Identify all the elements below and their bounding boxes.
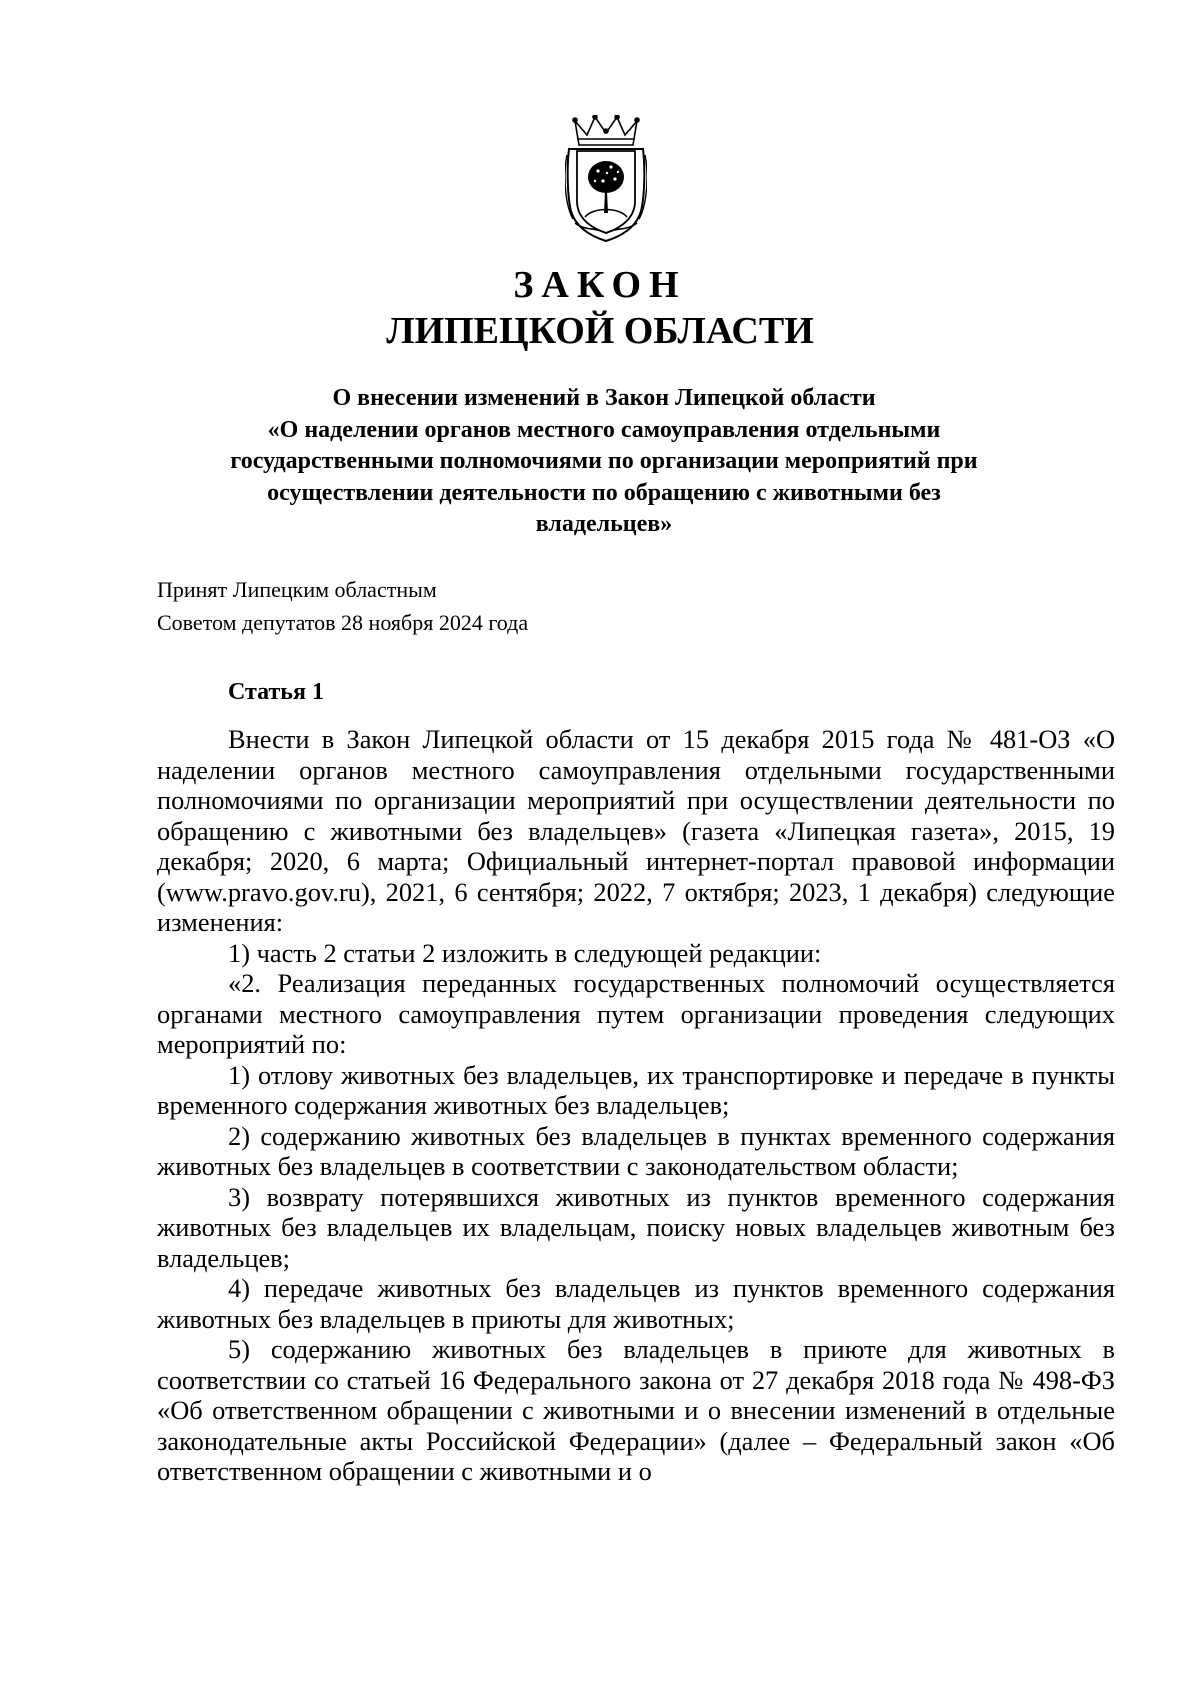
subject-line: осуществлении деятельности по обращению с животными без	[267, 479, 941, 506]
article-paragraph: Внести в Закон Липецкой области от 15 декабря 2015 года № 481-ОЗ «О наделении органов местного самоуправления отдельными государственными полномочиями по организации мероприятий при осуществлении деятельности по обращению с животными без владельцев» (газета «Липецкая газета», 2015, 19 декабря; 2020, 6 марта; Официальный интернет-портал правовой информации (www.pravo.gov.ru), 2021, 6 сентября; 2022, 7 октября; 2023, 1 декабря) следующие изменения:	[157, 724, 1115, 937]
adoption-line: Советом депутатов 28 ноября 2024 года	[157, 610, 529, 635]
article-body	[157, 724, 1115, 1487]
subject-line: владельцев»	[535, 511, 673, 537]
law-subject	[170, 383, 1038, 541]
subject-line: государственными полномочиями по организации мероприятий при	[230, 448, 978, 474]
subject-line: О внесении изменений в Закон Липецкой области	[332, 385, 876, 411]
article-paragraph: 5) содержанию животных без владельцев в приюте для животных в соответствии со статьей 16 Федерального закона от 27 декабря 2018 года № 498-ФЗ «Об ответственном обращении с животными и о внесении изменений в отдельные законодательные акты Российской Федерации» (далее – Федеральный закон «Об ответственном обращении с животными и о	[157, 1334, 1115, 1486]
article-paragraph: 1) отлову животных без владельцев, их транспортировке и передаче в пункты временного содержания животных без владельцев;	[157, 1059, 1115, 1120]
law-title-block	[0, 262, 1200, 354]
law-title: ЗАКОН	[513, 264, 687, 306]
adoption-note	[157, 573, 528, 639]
law-region: ЛИПЕЦКОЙ ОБЛАСТИ	[386, 310, 814, 352]
article-paragraph: 1) часть 2 статьи 2 изложить в следующей редакции:	[228, 937, 822, 968]
adoption-line: Принят Липецким областным	[157, 577, 437, 602]
article-paragraph: 4) передаче животных без владельцев из пунктов временного содержания животных без владельцев в приюты для животных;	[157, 1273, 1115, 1334]
article-heading: Статья 1	[228, 679, 324, 705]
article-paragraph: «2. Реализация переданных государственных полномочий осуществляется органами местного самоуправления путем организации проведения следующих мероприятий по:	[157, 968, 1115, 1059]
article-paragraph: 2) содержанию животных без владельцев в пунктах временного содержания животных без владельцев в соответствии с законодательством области;	[157, 1120, 1115, 1181]
article-paragraph: 3) возврату потерявшихся животных из пунктов временного содержания животных без владельцев их владельцам, поиску новых владельцев животным без владельцев;	[157, 1181, 1115, 1273]
subject-line: «О наделении органов местного самоуправления отдельными	[267, 416, 941, 443]
lipetsk-oblast-coat-of-arms-icon	[565, 115, 647, 243]
